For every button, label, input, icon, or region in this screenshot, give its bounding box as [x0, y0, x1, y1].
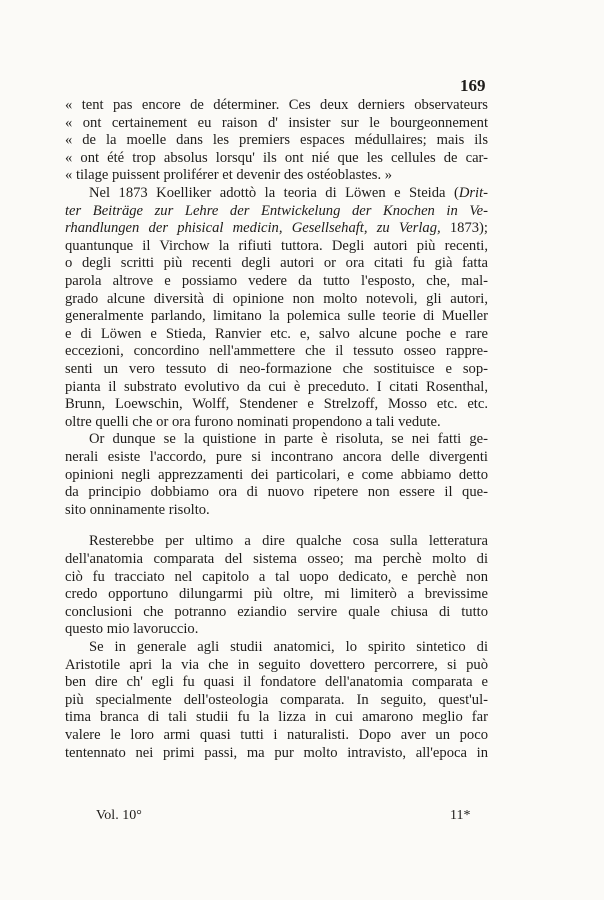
text-line-citation: ter Beiträge zur Lehre der Entwickelung der Knochen in Ve-	[65, 202, 488, 219]
text-line: ciò fu tracciato nel capitolo a tal uopo dedicato, e perchè non	[65, 568, 488, 585]
text-line: più specialmente dell'osteologia comparata. In seguito, quest'ul-	[65, 691, 488, 708]
text-line: eccezioni, concordino nell'ammettere che il tessuto osseo rappre-	[65, 343, 488, 360]
text-line: « tent pas encore de déterminer. Ces deux derniers observateurs	[65, 97, 488, 113]
text-line-citation	[65, 220, 488, 237]
text-line: pianta il substrato evolutivo da cui è preceduto. I citati Rosenthal,	[65, 378, 488, 395]
text-line: Se in generale agli studii anatomici, lo spirito sintetico di	[89, 639, 488, 655]
text-line-citation	[89, 185, 488, 202]
text-line: « ont été trop absolus lorsqu' ils ont nié que les cellules de car-	[65, 149, 488, 166]
text-line: e di Löwen e Stieda, Ranvier etc. e, salvo alcune poche e rare	[65, 325, 488, 342]
citation-pre: Nel 1873 Koelliker adottò la teoria di Löwen e Steida (	[89, 185, 459, 201]
text-line: valere le loro armi quasi tutti i naturalisti. Dopo aver un poco	[65, 727, 488, 743]
text-line: Resterebbe per ultimo a dire qualche cosa sulla letteratura	[89, 533, 488, 550]
text-line: Aristotile apri la via che in seguito dovettero percorrere, si può	[65, 656, 488, 673]
text-line: Or dunque se la quistione in parte è risoluta, se nei fatti ge-	[89, 431, 488, 448]
text-line: grado alcune diversità di opinione non molto notevoli, gli autori,	[65, 290, 488, 307]
text-line: o degli scritti più recenti degli autori or ora citati fu già fatta	[65, 255, 488, 272]
citation-post: 1873);	[440, 220, 488, 237]
text-line: Brunn, Loewschin, Wolff, Stendener e Strelzoff, Mosso etc. etc.	[65, 396, 488, 413]
citation-title: rhandlungen der phisical medicin, Gesellsehaft, zu Verlag,	[65, 220, 441, 237]
text-line: tima branca di tali studii fu la lizza in cui amarono meglio far	[65, 709, 488, 726]
text-line: questo mio lavoruccio.	[65, 621, 199, 638]
text-line: « tilage puissent proliférer et devenir des ostéoblastes. »	[65, 167, 393, 184]
text-line: « ont certainement eu raison d' insister sur le bourgeonnement	[65, 114, 488, 131]
text-line: parola altrove e possiamo vedere da tutto l'esposto, che, mal-	[65, 273, 488, 289]
text-line: da principio dobbiamo ora di nuovo ripetere non essere il que-	[65, 484, 488, 501]
text-line: senti un vero tessuto di neo-formazione che sostituisce e sop-	[65, 361, 488, 377]
citation-title: Drit-	[458, 185, 488, 201]
text-line: « de la moelle dans les premiers espaces médullaires; mais ils	[65, 132, 488, 149]
text-line: tentennato nei primi passi, ma pur molto intravisto, all'epoca in	[65, 744, 488, 761]
text-line: credo opportuno dilungarmi più oltre, mi limiterò a brevissime	[65, 586, 488, 603]
footer-volume: Vol. 10°	[96, 808, 142, 823]
text-line: generalmente parlando, limitano la polemica sulle teorie di Mueller	[65, 308, 488, 325]
text-line: dell'anatomia comparata del sistema osseo; ma perchè molto di	[65, 551, 488, 567]
text-line: conclusioni che potranno eziandio servire quale chiusa di tutto	[65, 603, 488, 620]
text-line: quantunque il Virchow la rifiuti tuttora. Degli autori più recenti,	[65, 237, 488, 254]
text-line: opinioni negli apprezzamenti dei particolari, e come abbiamo detto	[65, 466, 488, 483]
text-line: oltre quelli che or ora furono nominati propendono a tali vedute.	[65, 413, 441, 430]
page-number: 169	[460, 76, 486, 95]
footer-signature: 11*	[450, 808, 471, 823]
text-line: sito onninamente risolto.	[65, 501, 210, 518]
text-line: ben dire ch' egli fu quasi il fondatore dell'anatomia comparata e	[65, 674, 488, 691]
text-line: nerali esiste l'accordo, pure si incontrano ancora delle divergenti	[65, 449, 488, 465]
